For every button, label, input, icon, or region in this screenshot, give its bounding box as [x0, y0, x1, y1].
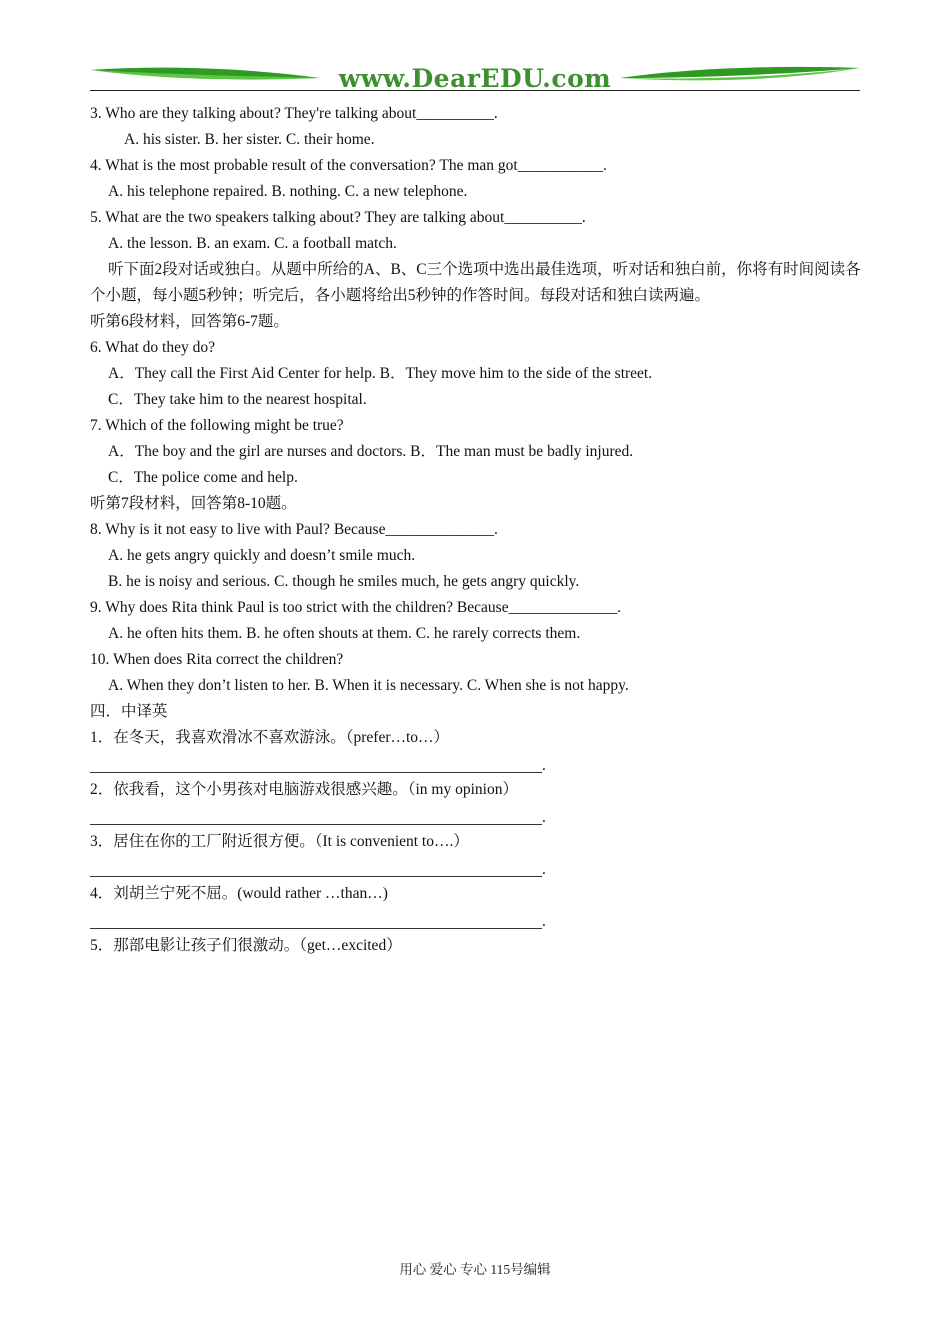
question-5-options: A. the lesson. B. an exam. C. a football match.	[108, 235, 397, 252]
question-4: 4. What is the most probable result of the conversation? The man got___________.	[90, 157, 607, 174]
translation-2: 2．依我看，这个小男孩对电脑游戏很感兴趣。（in my opinion）	[90, 781, 518, 798]
question-10: 10. When does Rita correct the children?	[90, 651, 344, 668]
question-9: 9. Why does Rita think Paul is too strict with the children? Because______________.	[90, 599, 621, 616]
header-divider	[90, 90, 860, 91]
question-5: 5. What are the two speakers talking about? They are talking about__________.	[90, 209, 586, 226]
translation-4: 4．刘胡兰宁死不屈。(would rather …than…)	[90, 885, 388, 902]
answer-blank-2[interactable]: .	[90, 803, 865, 829]
passage-6-heading: 听第6段材料，回答第6-7题。	[90, 313, 289, 330]
question-6-options-ab: A．They call the First Aid Center for help. B．They move him to the side of the street.	[108, 365, 653, 382]
question-7: 7. Which of the following might be true?	[90, 417, 344, 434]
answer-blank-3[interactable]: .	[90, 855, 865, 881]
question-3: 3. Who are they talking about? They're talking about__________.	[90, 105, 498, 122]
question-9-options: A. he often hits them. B. he often shouts at them. C. he rarely corrects them.	[108, 625, 581, 642]
question-7-options-ab: A．The boy and the girl are nurses and doctors. B．The man must be badly injured.	[108, 443, 634, 460]
question-6-option-c: C．They take him to the nearest hospital.	[108, 391, 367, 408]
answer-blank-1[interactable]: .	[90, 751, 865, 777]
answer-blank-4[interactable]: .	[90, 907, 865, 933]
question-8-options-bc: B. he is noisy and serious. C. though he smiles much, he gets angry quickly.	[108, 573, 580, 590]
section-4-heading: 四．中译英	[90, 703, 168, 720]
question-6: 6. What do they do?	[90, 339, 215, 356]
site-logo: www.DearEDU.com	[338, 64, 612, 93]
question-7-option-c: C．The police come and help.	[108, 469, 298, 486]
page-footer: 用心 爱心 专心 115号编辑	[399, 1262, 551, 1277]
translation-3: 3．居住在你的工厂附近很方便。（It is convenient to….）	[90, 833, 469, 850]
document-body	[90, 101, 865, 959]
translation-1: 1．在冬天，我喜欢滑冰不喜欢游泳。（prefer…to…）	[90, 729, 450, 746]
section-instructions: 听下面2段对话或独白。从题中所给的A、B、C三个选项中选出最佳选项，听对话和独白前，你将有时间阅读各个小题，每小题5秒钟；听完后，各小题将给出5秒钟的作答时间。每段对话和独白读两遍。	[90, 261, 861, 304]
question-4-options: A. his telephone repaired. B. nothing. C. a new telephone.	[108, 183, 468, 200]
translation-5: 5．那部电影让孩子们很激动。（get…excited）	[90, 937, 402, 954]
passage-7-heading: 听第7段材料，回答第8-10题。	[90, 495, 297, 512]
question-8: 8. Why is it not easy to live with Paul? Because______________.	[90, 521, 498, 538]
question-10-options: A. When they don’t listen to her. B. When it is necessary. C. When she is not happy.	[108, 677, 629, 694]
question-8-option-a: A. he gets angry quickly and doesn’t smile much.	[108, 547, 416, 564]
question-3-options: A. his sister. B. her sister. C. their home.	[124, 131, 375, 148]
